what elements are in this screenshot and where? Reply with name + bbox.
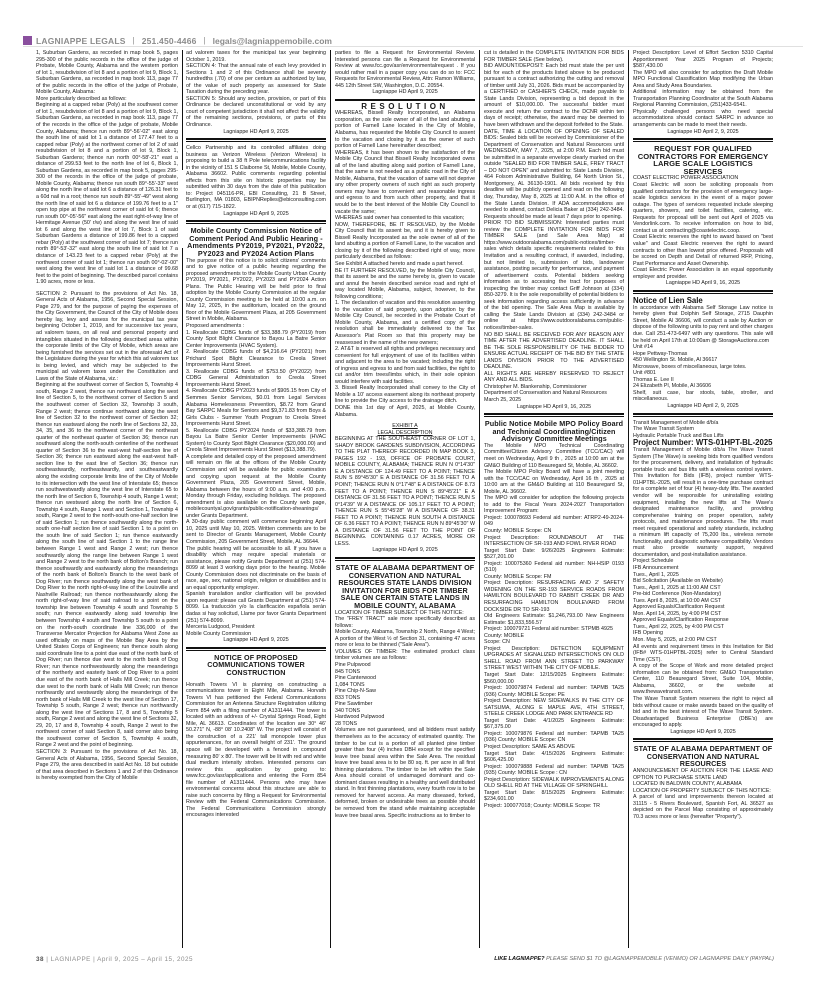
project-line: Target Start Date: 8/15/2025 Engineers Estimate: $234,601.00 <box>484 789 624 803</box>
unit-line: Microwave, boxes of miscellaneous, large totes. <box>633 363 747 370</box>
project-list <box>484 515 624 810</box>
amendment-item: 2. Reallocate CDBG funds of $4,216.64 (PY2021) from Prichard Spot Blight Clearance to Creola Street Improvements Hurst Street. <box>186 349 326 369</box>
resolution-condition: 1. The declaration of vacation and this resolution assenting to the vacation of said property, upon adoption by the Mobile City Council, be recorded in the Probate Court of Mobile County, Alabama, and a certified copy of the resolution shall be immediately delivered to the Tax Assessor's Plat Room so that this property may be reassessed in the name of the new owners; <box>335 300 475 346</box>
phone-number: 251.450-4466 <box>141 35 197 46</box>
notice-text: The Wave Transit System <box>633 426 694 433</box>
project-line: County: MOBILE <box>484 632 525 639</box>
schedule-line: Bid Solicitation (Available on Website) <box>633 578 723 585</box>
project-line: Project: 100079876 Federal aid number: TAPMB TA25 (936) County: MOBILE Scope: CN <box>484 730 624 744</box>
notice-text: LOCATED IN BALDWIN COUNTY, ALABAMA <box>633 781 742 788</box>
amendment-item: 1. Reallocate CDBG funds of $33,388.79 (PY2019) from County Spot Blight Clearance to Bayou La Batre Senior Center Improvements (HVAC System). <box>186 329 326 349</box>
legal-description: BEGINNING AT THE SOUTHEAST CORNER OF LOT 1, SHADY BROOK GARDENS SUBDIVISION, ACCORDING TO THE PLAT THEREOF RECORDED IN MAP BOOK 3, PAGES 192 - 193, OFFICE OF PROBATE COURT, MOBILE COUNTY, ALABAMA; THENCE RUN N 0°14'30" E A DISTANCE OF 124.49 FEET TO A POINT; THENCE RUN S 89°45'30" E A DISTANCE OF 31.56 FEET TO A POINT; THENCE RUN N 0°17'48" E A DISTANCE OF 8.73 FEET TO A POINT; THENCE RUN S 89°45'21" E A DISTANCE OF 31.56 FEET TO A POINT; THENCE RUN S 0°14'39" W A DISTANCE OF 105.17 FEET TO A POINT; THENCE RUN S 55°45'28" W A DISTANCE OF 38.31 FEET TO A POINT; THENCE RUN SOUTH A DISTANCE OF 6.36 FEET TO A POINT; THENCE RUN N 89°45'30" W A DISTANCE OF 31.56 FEET TO THE POINT OF BEGINNING. CONTAINING 0.17 ACRES, MORE OR LESS. <box>335 436 475 547</box>
notice-text: A 30-day public comment will commence beginning April 10, 2025 until May 10, 2025. Written comments are to be sent to Director of Grants Management, Mobile County Commission, 205 Government Street, Mobile, AL 36644. <box>186 519 326 546</box>
notice-text: The Wave Transit System reserves the right to reject all bids without cause or make awards based on the quality of bid and in the best interest of The Wave Transit System. Disadvantaged Business Enterprise (DBE's) are encouraged to apply. <box>633 695 773 729</box>
timber-product: Pine Sawtimber <box>335 701 373 708</box>
resolution-text: WHEREAS, it has been shown to the satisfaction of the Mobile City Council that Bissell Realty Incorporated owns all of the land abutting along said portion of Farnell Lane, that the same is not needed as a public road in the City of Mobile, Alabama, that the vacation of same will not deprive any other property owners of such right as such property owners may have to convenient and reasonable ingress and egress to and from such other property, and that it would be to the best interest of the Mobile City Council to vacate the same; <box>335 149 475 215</box>
resolution-condition: 2. AT&T is reserved all rights and privileges necessary and convenient for full enjoyment of use of its facilities within and adjacent to the area to be vacated; including the right of ingress and egress to and from said facilities, the right to cut and/or trim trees/limbs which, in their sole opinion would interfere with said facilities. <box>335 346 475 385</box>
notice-text: A copy of the Scope of Work and more detailed project information can be obtained from: GM&O Transportation Center, 110 Beauregard Street, Suite 104, Mobile, Alabama, 36602, or the website at www.thewavetransit.com. <box>633 663 773 696</box>
column-divider <box>182 248 183 948</box>
notice-text: Mobile County, Alabama, Township 2 North, Range 4 West; A portion of the West ½ of Section 31, containing 47 acres more or less to be thinned ("Sale Area"). <box>335 629 475 649</box>
ordinance-section-4: SECTION 4: That the annual rate of each levy provided in Sections 1 and 2 of this Ordinance shall be seventy hundredths (.70) of one per centum as authorized by law, of the value of such property as assessed for State Taxation during the preceding year. <box>186 63 326 96</box>
notice-signature: Lagniappe HD April 9, 16, 2025 <box>665 280 741 287</box>
column-divider <box>182 50 183 170</box>
notice-text: Proposed amendments : <box>186 322 245 329</box>
schedule-line: Tues. April 8, 2025, at 10:00 AM CST <box>633 597 722 604</box>
schedule-line: Mon. April 14, 2025, by 4:00 PM CST <box>633 610 722 617</box>
column-3 <box>335 50 475 948</box>
project-line: Project Description: DETECTION EQUIPMENT UPGRADES AT SIGNALIZED INTERSECTIONS ON OLD SHELL ROAD FROM ANN STREET TO PARKWAY STREET WEST WITHIN THE CITY OF MOBILE. <box>484 645 624 672</box>
amendment-item: 3. Reallocate CDBG funds of $753.50 (PY2022) from CDBG General Administration to Creola Street Improvements Hurst Street. <box>186 368 326 388</box>
timber-tons: 845 TONS <box>335 668 361 675</box>
notice-signature: Lagniappe HD April 9, 2025 <box>223 210 289 217</box>
lien-unit-list <box>633 344 773 403</box>
timber-tons: 28 TONS <box>335 720 358 727</box>
schedule-line: Pre-bid Conference (Non-Mandatory) <box>633 591 722 598</box>
notice-text: The "FREY TRACT" sale more specifically described as follows: <box>335 616 475 629</box>
notice-text: LOCATION OF PROPERTY SUBJECT OF THIS NOTICE: <box>633 787 771 794</box>
notice-text: All events and requirement times in this Invitation for Bid (IFB# WTS-01HPTBL-2025) refer to Central Standard Time (CST). <box>633 643 773 663</box>
notice-text: Transit Management of Mobile d/b/a The Wave Transit System (The Wave) is seeking bids from qualified vendors for the procurement, delivery, and installation of hydraulic portable truck and bus lifts with a wireless control system. This Invitation for Bids (IFB), project number WTS-01HPTBL-2025, will result in a one-time purchase contract for a complete set of four (4) heavy-duty lifts. The awarded vendor will be responsible for uninstalling existing equipment, installing the new lifts at The Wave's designated maintenance facility, and providing comprehensive training on proper operation, safety protocols, and maintenance procedures. The lifts must meet required operational and safety standards, including a minimum lift capacity of 75,200 lbs., wireless remote functionality, and diagnostic software compatibility. Vendors must also provide warranty support, required documentation, and post-installation assistance. <box>633 447 773 558</box>
project-line: Project Description: SAME AS ABOVE <box>484 744 575 751</box>
schedule-line: Mon. May 5, 2025, at 2:00 PM CST <box>633 637 717 644</box>
notice-text: Physically challenged persons who need special accommodations should contact SARPC in advance so arrangements can be made to meet their needs. <box>633 108 773 129</box>
resolution-text: WHEREAS said owner has consented to this vacation; <box>335 215 465 222</box>
signatory-org: Mobile County Commission <box>186 630 252 637</box>
notice-text: The purpose of this notice is to solicit citizens' comments and to give notice of a public hearing regarding the proposed amendments to the Mobile County Urban County PY2019, PY2021, PY2022, PY2023 and PY2024 Action Plans. The Public Hearing will be held prior to final adoption by the Mobile County Commission at the regular County Commission meeting to be held at 10:00 a.m. on May 12, 2025, in the auditorium, located on the ground floor of the Mobile Government Plaza, at 205 Government Street in Mobile, Alabama. <box>186 257 326 323</box>
project-line: Project Description: ROUNDABOUT AT THE INTERSECTION OF SR-193 AND FOWL RIVER ROAD <box>484 534 624 548</box>
notice-text: parties to file a Request for Environmental Review. Interested persons can file a Request for Environmental Review at www.fcc.gov/asr/environmentalrequest . If you would rather mail in a paper copy you can do so to: FCC Requests for Environmental Review, Attn: Ramon Williams, 445 12th Street SW, Washington, D.C. 20554. <box>335 50 475 89</box>
signatory-org: Department of Conservation and Natural Resources <box>484 390 607 397</box>
resolution-text: NOW, THEREFORE, BE IT RESOLVED, by the Mobile City Council that its assent be, and it is hereby given to Bissell Realty Incorporated as the sole owner of all of the land abutting a portion of Farnell Lane, to the vacation and closing by it of the following described right of way, more particularly described as follows: <box>335 221 475 261</box>
notice-divider <box>633 738 773 742</box>
signatory: Merceria Ludgood, President <box>186 624 255 631</box>
schedule-line: Approved Equals/Clarification Response <box>633 617 729 624</box>
notice-text: Coast Electric reserves the right to award based on "best value" and Coast Electric reserves the right to award contracts to other than lowest price offered. Proposals will be scored on Depth and Detail of returned RFP, Pricing, Past Performance and Asset Ownership. <box>633 234 773 267</box>
ordinance-text: Beginning at a capped rebar (Poly) at the southwest corner of lot 1, resubdivision of lot 8 and a portion of lot 9, Block 1, Suburban Gardens, as recorded in map book 113, page 77 of the records in the office of the judge of probate, Mobile County, Alabama; thence run north 89°-56'-02" east along the south line of said lot 1 a distance of 177.47 feet to a capped rebar (Poly) at the northwest corner of lot 2 of said resubdivision of lot 8 and a portion of lot 9, Block 1, Suburban Gardens; thence run north 00°-58'-21" east a distance of 299.53 feet to the north line of lot 6, Block 1, Suburban Gardens, as recorded in map book 5, pages 295-300 of the records in the office of the judge of probate, Mobile County, Alabama; thence run south 89°-55'-33" west along the north line of said lot 6 a distance of 126.31 feet to a 60d nail in a root; thence run south 89°-55'-49" west along the north line of said lot 6 a distance of 199.76 feet to a 1" open top pipe at the northwest corner of said lot 6; thence run south 00°-05'-56" east along the east right-of-way line of Hermitage Avenue (50' r/w) and along the west line of said lot 6 and along the west line of lot 7, Block 1 of said Suburban Gardens a distance of 199.86 feet to a capped rebar (Poly) at the southwest corner of said lot 7; thence run north 89°-53'-32" east along the south line of said lot 7 a distance of 143.23 feet to a capped rebar (Poly) at the northwest corner of said lot 1; thence run south 00°-02'-00" west along the west line of said lot 1 a distance of 99.68 feet to the point of beginning. The described parcel contains 1.90 acres, more or less. <box>36 102 178 286</box>
ordinance-text: ad valorem taxes for the municipal tax year beginning October 1, 2019. <box>186 50 326 63</box>
project-line: Scope: CN <box>484 639 510 646</box>
donation-promo <box>494 956 774 962</box>
notice-signature: Lagniappe HD April 9, 2025 <box>223 637 289 644</box>
resolution-text: WHEREAS, Bissell Realty Incorporated, an Alabama corporation, as the sole owner of all of the land abutting a portion of Farnell Lane located in the City of Mobile, Alabama, has requested the Mobile City Council to assent to the vacation and closing by it as the owner of such portion of Farnell Lane hereinafter described; <box>335 110 475 150</box>
unit-line: Unit #801 <box>633 370 656 377</box>
project-line: Project: 100079888 Federal aid number: TAPMB TA25 (935) County: MOBILE Scope : CN <box>484 763 624 777</box>
project-line: County: MOBILE Scope: FM <box>484 573 552 580</box>
timber-tons: 833 TONS <box>335 694 361 701</box>
timber-product: Pine Canterwood <box>335 675 376 682</box>
section-title: LAGNIAPPE LEGALS <box>36 35 126 46</box>
promo-text: PLEASE SEND $1 TO @LAGNIAPPEMOBILE (VENMO) OR LAGNIAPPE DAILY (PAYPAL) <box>544 956 774 962</box>
exhibit-title: EXHIBIT A <box>392 423 418 430</box>
notice-divider <box>633 290 773 294</box>
notice-signature: Lagniappe HD April 9, 16, 2025 <box>516 403 592 410</box>
project-line: Project Description: NEW SIDEWALKS IN THE CITY OF SATSUMA, ALONG E MAPLE AVE, 4TH STREET, STEELE CREEK LODGE AND PARK ENTRANCE RD <box>484 698 624 718</box>
notice-text: A parcel of land and improvements thereon located at 31115 - 5 Rivers Boulevard, Spanish Fort, AL 36527 as depicted on the Parcel Map consisting of approximately 70.3 acres more or less (hereafter "Property"). <box>633 794 773 820</box>
column-5 <box>633 50 773 948</box>
notice-divider <box>335 557 475 561</box>
notice-text: Transit Management of Mobile d/b/a <box>633 419 719 426</box>
timber-product: Pine Chip-N-Saw <box>335 688 376 695</box>
notice-divider <box>484 413 624 417</box>
timber-tons: 340 TONS <box>335 707 361 714</box>
notice-signature: Lagniappe HD April 2, 9, 2025 <box>667 402 739 409</box>
notice-text: COAST ELECTRIC POWER ASSOCIATION <box>633 175 739 182</box>
exhibit-subtitle: LEGAL DESCRIPTION <box>377 429 433 436</box>
notice-text: VOLUMES OF TIMBER: The estimated product class timber volumes are as follows: <box>335 648 475 662</box>
column-divider <box>330 50 331 948</box>
project-line: Project Description: RESURFACING AND 2' SAFETY WIDENING ON THE SR-193 SERVICE ROADS FROM HAMILTON BOULEVARD TO RABBIT CREEK DR AND RESURFACING HAMILTON BOULEVARD FROM DOCKSIDE DR TO SR-193 <box>484 580 624 613</box>
notice-text: Coast Electric will soon be soliciting proposals from qualified contractors for the provision of emergency large-scale logistics services in the event of a major power outage. The types of services requested include sleeping quarters, showers, and toilet facilities, catering, etc. Requests for proposal will be sent out April of 2025 via Vendorlink.com. To receive information on how to bid, contact us at contracting@coastelectric.coop. <box>633 182 773 234</box>
ordinance-text: More particularly described as follows: <box>36 95 127 102</box>
project-line: Project: 100078693 Federal aid number: ATRP2-49-2024-049 <box>484 514 624 528</box>
project-line: Project: 100079721 Federal aid number: STPMB 4925 <box>484 626 613 633</box>
project-line: Project: 100077018; County: MOBILE Scope: TR <box>484 802 601 809</box>
notice-text: PRIOR TO BID SUBMISSION: Interested parties must review the COMPLETE INVITATION FOR BIDS FOR TIMBER SALE (and Sale Area Map) at https://www.outdooralabama.com/public-notices/timber-sales which details specific requirements related to this Invitation and a resulting contract, if awarded, including, but not limited to, submission of bids, landowner assistance, posting security for performance, and payment of advertisement costs. Potential bidders seeking information as to accessing the tract for purposes of inspecting the timber may contact Griff Johnson at (334) 850-3279. It is the sole responsibility of potential bidders to seek information regarding access sufficiently in advance of the bid opening. The Sale Area Map is available by calling the State Lands Division at (334) 242-3484 or online at https://www.outdooralabama.com/public-notices/timber-sales. <box>484 220 624 331</box>
unit-line: 24 Elizabeth Pl, Mobile, Al 36606 <box>633 383 712 390</box>
timber-product: Pine Pulpwood <box>335 661 371 668</box>
schedule-line: IFB Announcement <box>633 565 679 572</box>
verizon-notice: Cellco Partnership and its controlled affiliates doing business as Verizon Wireless (Verizon Wireless) is proposing to build a 38 ft Pole telecommunications facility in the vicinity of 151 S Claiborne St, Mobile, Mobile County, Alabama 36602. Public comments regarding potential effects from this site on historic properties may be submitted within 30 days from the date of this publication to: Project 045116-PR, EBI Consulting, 21 B Street, Burlington, MA 01803, EBIPNReplies@ebiconsulting.com or at (617) 715-1822. <box>186 145 326 211</box>
project-line: Target Start Date: 12/15/2025 Engineers Estimate: $560,000.00 <box>484 672 624 685</box>
column-2 <box>186 50 326 948</box>
column-4 <box>484 50 624 948</box>
notice-heading: Mobile County Commission Notice of Comment Period And Public Hearing - Amendments PY2019, PY2021, PY2022, PY2023 and PY2024 Action Plans <box>187 226 325 258</box>
notice-text: LOCATION OF TIMBER SUBJECT OF THIS NOTICE: <box>335 609 464 616</box>
notice-text: DATE, TIME & LOCATION OF OPENING OF SEALED BIDS: Sealed bids will be received by Commissioner of the Department of Conservation and Natural Resources until WEDNESDAY, MAY 7, 2025, at 2:00 P.M. Each bid must be submitted in a separate envelope clearly marked on the outside "SEALED BID FOR TIMBER SALE, FREY TRACT – DO NOT OPEN" and submitted to: State Lands Division, 464 Folsom Administrative Building, 64 North Union St., Montgomery, AL 36130-1901. All bids received by this deadline will be publicly opened and read on the following day, Thursday, May 8, 2025 at 11:00 A.M. in the office of the State Lands Division. If ADA accommodations are needed to attend, contact Delicia Baker at (334) 242-3484. Requests should be made at least 7 days prior to opening. <box>484 128 624 220</box>
notice-heading: RESOLUTION <box>361 101 449 111</box>
amendment-item: 5. Reallocate CDBG PY2024 funds of $33,388.79 from Bayou La Batre Senior Center Improvements (HVAC System) to County Spot Blight Clearance ($20,000.00) and Creola Street Improvements Hurst Street ($13,388.79). <box>186 427 326 454</box>
separator: | <box>46 956 49 963</box>
notice-text: ANNOUNCEMENT OF AUCTION FOR THE LEASE AND OPTION TO PURCHASE STATE LAND <box>633 768 773 781</box>
notice-text: The MPO will consider for adoption the following projects to add to the Fiscal Years 2024-2027 Transportation Improvement Program: <box>484 495 624 515</box>
tower-notice: Horvath Towers VI is planning on constructing a communications tower in Eight Mile, Alabama. Horvath Towers VI has petitioned the Federal Communications Commission for an Antenna Structure Registration utilizing Form 854 with a filing number of A1311444. The tower is located with an address of +/- Crystal Springs Road, Eight Mile, AL 36613. Coordinates of the location are 30° 46' 50.271" N, -88° 08' 10.2408" W. The project will consist of the construction of a 221' tall monopole tower plus appurtenances, for an overall height of 231'. The ground space will be developed with a fenced in compound measuring 80' x 80'. The tower will be lit with red and white dual medium intensity strobes. Interested persons can review this application by going to: www.fcc.gov/asr/applications and entering the Form 854 file number of A1311444. Persons who may have environmental concerns about this structure are able to raise such concerns by filing a Request for Environmental Review with the Federal Communications Commission. The Federal Communications Commission strongly encourages interested <box>186 681 326 819</box>
unit-line: Unit #14 <box>633 344 653 351</box>
project-line: Target Start Date: 4/15/2026 Engineers Estimate: $606,425.00 <box>484 750 624 764</box>
notice-heading: NOTICE OF PROPOSED COMMUNICATIONS TOWER CONSTRUCTION <box>207 652 305 677</box>
schedule-line: Approved Equals/Clarification Request <box>633 604 725 611</box>
section-marker-icon <box>23 36 32 45</box>
email-link[interactable]: legals@lagniappemobile.com <box>212 35 332 46</box>
notice-text: Coast Electric Power Association is an equal opportunity employer and provider. <box>633 267 773 280</box>
promo-headline: LIKE LAGNIAPPE? <box>494 956 545 962</box>
notice-text: Spanish translation and/or clarification will be provided upon request: please call Grants Department at (251) 574-8099. La traducción y/o la clarificación española serán dadas si hay solicitud, Llame por favor Grants Department (251) 574-8099. <box>186 591 326 624</box>
notice-text: The Mobile MPO Technical Coordinating Committee/Citizen Advisory Committee (TCC/CAC) will meet on Wednesday, April 9 th , 2025 at 10:00 am at the GM&O Building of 110 Beauregard St, Mobile, AL 36602. <box>484 442 624 469</box>
amendment-item: 4. Reallocate CDBG PY2023 funds of $905.15 from City of Semmes Senior Services, $0.01 from Legal Services Alabama Homelessness Prevention, $8.72 from Grand Bay SARPC Meals for Seniors and $9,371.83 from Boys & Girls Clubs - Summer Youth Program to Creola Street Improvements Hurst Street. <box>186 388 326 428</box>
notice-signature: Lagniappe HD April 9, 2025 <box>372 89 438 96</box>
separator: | <box>203 36 206 45</box>
notice-divider <box>186 220 326 224</box>
column-1 <box>36 50 178 948</box>
resolution-condition: 3. Bissell Realty Incorporated shall convey to the City of Mobile a 10' access easement along its northeast property line to provide the City access to the drainage ditch. <box>335 385 475 405</box>
notice-heading: Public Notice Mobile MPO Policy Board and Technical Coordinating/Citizen Advisory Committee Meetings <box>484 419 624 444</box>
schedule-line: Tues., April 1, 2025 at 11:00 AM CST <box>633 584 721 591</box>
schedule-line: Tues., April 22, 2025, by 4:00 PM CST <box>633 623 724 630</box>
timber-volume-list <box>335 662 475 727</box>
notice-text: NO BID SHALL BE RECEIVED FOR ANY REASON ANY TIME AFTER THE ADVERTISED DEADLINE. IT SHALL BE THE SOLE RESPONSIBILITY OF THE BIDDER TO ENSURE ACTUAL RECEIPT OF THE BID BY THE STATE LANDS DIVISION PRIOR TO THE ADVERTISED DEADLINE. <box>484 331 624 371</box>
notice-text: The Mobile MPO Policy Board will have a joint meeting with the TCC/CAC on Wednesday, April 16 th , 2025 at 10:00 am at the GM&O Building at 110 Beauregard St, Mobile, AL 36602. <box>484 469 624 495</box>
separator: | <box>93 956 96 963</box>
project-schedule <box>633 558 773 643</box>
ordinance-boundary: Beginning at the southwest corner of Section 5, Township 4 south, Range 2 west, thence run northward along the west line of Section 5, to the northwest corner of Section 5 and the southwest corner of Section 32, Township 3 south, Range 2 west; thence continue northward along the west line of Section 32 to the northwest corner of Section 32; thence run eastward along the north line of Sections 32, 33, 34, 35, and 36 to the northwest corner of the northeast quarter of the northeast quarter of Section 36; thence run southward along the north-south centerline of the northeast quarter of Section 36 to the east-west half-section line of Section 36; thence run eastward along the east-west half-section line to the east line of Section 36; thence run southeastwardly, northeastwardly, and southeastwardly along the existing corporate limits line of the City of Mobile to its intersection with the west line of Interstate 65; thence run southwestwardly along the west line of Interstate 65 to the north line of Section 6, Township 4 south, Range 1 west; thence run westward along the north line of Section 6, Township 4 south, Range 1 west and Section 1, Township 4 south, Range 2 west to the north-south one-half section line of said Section 1; run thence southwardly along the north-south one-half section line of said Section 1 to a point on the south line of said Section 1; run thence eastwardly along the south line of said Section 1 to the range line between Range 1 west and Range 2 west; run thence southwardly along the range line between Range 1 west and Range 2 west to the north bank of Bolton's Branch; run thence southwardly and eastwardly along the meanderings of the north bank of Bolton's Branch to the west bank of Dog River; run thence southwardly along the west bank of Dog River to the north right-of-way line of the Louisville and Nashville Railroad; run thence northeastwardly along the north right-of-way line of said railroad to a point on the township line between Township 4 south and Township 5 south; run thence eastwardly along said township line between Township 4 south and Township 5 south to a point on the north-south coordinate line 336,000 of the Transverse Mercator Projection for Alabama West Zone as used officially on maps of the Mobile Bay Area by the United States Corps of Engineers; run thence south along said coordinate line to a point due east of the north bank of Dog River; run thence due west to the north bank of Dog River; run thence northwestwardly along the meanderings of the northerly and easterly bank of Dog River to a point due east of the north bank of Halls Mill Creek; run thence due west to the north bank of Halls Mill Creek; run thence northwardly and westwardly along the meanderings of the north bank of Halls Mill Creek to the west line of Section 17, Township 5 south, Range 2 west; thence run northwardly along the west line of Sections 17, 8 and 5, Township 5 south, Range 2 west and along the west line of Sections 32, 29, 20, 17 and 8, Township 4 south, Range 2 west to the northwest corner of said Section 8, said corner also being the southwest corner of Section 5, Township 4 south, Range 2 west and the point of beginning. <box>36 382 178 749</box>
notice-text: The public hearing will be accessible to all. If you have a disability which may require special materials or assistance, please notify Grants Department at (251) 574-8099 at least 3 working days prior to the hearing. Mobile County Commission does not discriminate on the basis of race, age, sex, national origin, religion or disabilities and is an equal opportunity employer. <box>186 545 326 591</box>
notice-signature: Lagniappe HD April 9, 2025 <box>223 128 289 135</box>
project-line: County: MOBILE Scope: CN <box>484 527 552 534</box>
notice-heading: STATE OF ALABAMA DEPARTMENT OF CONSERVATION AND NATURAL RESOURCES <box>633 744 773 769</box>
signatory: Christopher M. Blankenship, Commissioner <box>484 383 587 390</box>
ordinance-text: 1, Suburban Gardens, as recorded in map book 5, pages 295-300 of the public records in the office of the judge of Probate, Mobile County, Alabama and the western portion of lot 1, resubdivision of lot 8 and a portion of lot 9, Block 1, Suburban Gardens, as recorded in map book 113, page 77 of the public records in the office of the judge of Probate, Mobile County, Alabama: <box>36 50 178 96</box>
timber-tons: 1,084 TONS <box>335 681 365 688</box>
schedule-line: IFB Opening <box>633 630 664 637</box>
publication-name: LAGNIAPPE <box>50 956 91 963</box>
notice-text: Project Description: Level of Effort Section 5310 Capital Apportionment Year 2025 Program of Projects; $587,430.00 <box>633 50 773 70</box>
schedule-line: Project Schedule <box>633 558 674 565</box>
project-line: Project Description: SIDEWALK IMPROVEMENTS ALONG OLD SHELL RD AT THE VILLAGE OF SPRINGHILL <box>484 776 624 790</box>
project-line: Old Engineers Estimate: $1,246,793.00 New Engineers Estimate: $1,833,556.57 <box>484 613 624 626</box>
project-line: Project: 100079874 Federal aid number: TAPMB TA25 (936) County: MOBILE Scope: PE <box>484 685 624 698</box>
resolution-text: See Exhibit A attached hereto and made a part hereof. <box>335 260 464 267</box>
notice-text: cut is detailed in the COMPLETE INVITATION FOR BIDS FOR TIMBER SALE (See below). <box>484 50 624 63</box>
resolution-text: BE IT FURTHER RESOLVED, by the Mobile City Council, that its assent be and the same hereby is, given to vacate and annul the herein described service road and right of way located Mobile, Alabama, subject, however, to the following conditions; <box>335 267 475 300</box>
notice-divider <box>335 99 475 101</box>
notice-heading: Notice of Lien Sale <box>633 295 703 305</box>
project-line: Target Start Date: 4/1/2025 Engineers Estimate: $67,375.00 <box>484 717 624 731</box>
page-number: 38 <box>36 956 45 963</box>
project-line: Project: 100075360 Federal aid number: NH-HSIP 0193 (510) <box>484 560 624 574</box>
timber-product: Hardwood Pulpwood <box>335 714 385 721</box>
issue-date-range: April 9, 2025 – April 15, 2025 <box>97 956 194 963</box>
notice-text: In accordance with Alabama Self Storage Law notice is hereby given that Dolphin Self Storage, 2715 Dauphin Street, Mobile Al 36606, will conduct a sale by Auction or dispose of the following units to pay rent and other charges due. Call 251-473-6497 with any questions. This sale will be held on April 17th at 10:00am @ StorageAuctions.com <box>633 304 773 344</box>
notice-heading: Project Number: WTS-01HPT-BL-2025 <box>633 438 773 448</box>
unit-line: Shelf, suit case, bar stools, table, stroller, and miscellaneous. <box>633 389 773 403</box>
notice-text: BID AMOUNT/DEPOSIT: Each bid must state the per unit bid for each of the products listed above to be produced pursuant to a contract authorizing the cutting and removal of timber until July 31, 2026. Bids must be accompanied by a CERTIFIED or CASHIER'S CHECK, made payable to State Lands Division, representing a bid deposit in the amount of $10,000.00. The successful bidder must execute and return the contract to the DCNR within ten days of receipt; otherwise, the award may be deemed to have been withdrawn and the deposit forfeited to the State. <box>484 63 624 129</box>
unit-line: Thomas E. Lee II <box>633 376 674 383</box>
ordinance-section-5: SECTION 5: Should any section, provision, or part of this Ordinance be declared unconstitutional or void by any court of competent jurisdiction it shall not affect the validity of the remaining sections, provisions, or parts of this Ordinance. <box>186 95 326 129</box>
ordinance-section-2: SECTION 2: Pursuant to the provisions of Act No. 18, General Acts of Alabama, 1956, Second Special Session, Page 279, and for the purpose of paying the expenses of the City Government, the Council of the City of Mobile does hereby lay, levy and assess for the municipal tax year beginning October 1, 2019, and for successive tax years, ad valorem taxes, on all real and personal property and intangibles situated in the following described areas within the corporate limits of the City of Mobile, which areas are being furnished the services set out in the aforesaid Act of the Legislature during the year for which this ad valorem tax is being levied, and which may be subjected to the municipal ad valorem taxes under the Constitution and Laws of the State of Alabama, viz.: <box>36 290 178 382</box>
ordinance-section-3: SECTION 3: Pursuant to the provisions of Act No. 18, General Acts of Alabama, 1956, Second Special Session, Page 279, the area described in said Act No. 18 but outside of that area described in Sections 1 and 2 of this Ordinance is hereby exempted from the City of Mobile <box>36 748 178 782</box>
notice-text: A complete and detailed copy of the proposed amendment will remain on file at the offices of the Mobile County Commission and will be available for public examination and copying upon request at the Mobile County Government Plaza, 205 Government Street, Mobile, Alabama between the hours of 9:00 a.m. and 4:00 p.m. Monday through Friday, excluding holidays. The proposed amendment is also available on the County web page, mobilecountyal.gov/grants/public-notification-sheanings/ under Grants Department. <box>186 453 326 519</box>
notice-text: The MPO will also consider for adoption the Draft Mobile MPO Functional Classification Map modifying the Urban Area and Study Area Boundaries. <box>633 69 773 89</box>
separator: | <box>132 36 135 45</box>
page-footer <box>36 956 193 963</box>
notice-date: March 25, 2025 <box>484 396 522 403</box>
column-divider <box>479 50 480 948</box>
project-line: Target Start Date: 9/26/2025 Engineers Estimate: $527,201.00 <box>484 547 624 561</box>
notice-divider <box>186 647 326 651</box>
notice-signature: Lagniappe HD April 2, 9, 2025 <box>667 128 739 135</box>
notice-divider <box>633 138 773 142</box>
notice-text: Volumes are not guaranteed, and all bidders must satisfy themselves as to the accuracy of estimated quantity. The timber to be cut is a portion of all planted pine timber greater than four (4) inches DBH except for the specified leave tree basal area within the Sale Area. The residual leave tree basal area is to be 80 sq. ft. per acre in all first thinning plantations. The timber to be left within the Sale Area should consist of undamaged dominant and co-dominant classes resulting in a healthy and well distributed stand. In first thinning plantations, every fourth row is to be removed for harvest access. As many diseased, forked, deformed, broken or undesirable trees as possible should be removed from the stand while maintaining acceptable leave tree basal area. Specific instructions as to timber to <box>335 727 475 819</box>
notice-signature: Lagniappe HD April 9, 2025 <box>372 547 438 554</box>
unit-line: 450 Wellington St. Mobile, Al 36617 <box>633 357 718 364</box>
notice-divider <box>633 413 773 417</box>
schedule-line: Tues., April 1, 2025 <box>633 571 679 578</box>
resolution-text: DONE this 1st day of April, 2025, at Mobile County, Alabama. <box>335 404 475 418</box>
notice-heading: STATE OF ALABAMA DEPARTMENT OF CONSERVATION AND NATURAL RESOURCES STATE LANDS DIVISION INVITATION FOR BIDS FOR TIMBER SALE ON CERTAIN STATE LANDS IN MOBILE COUNTY, ALABAMA <box>335 563 475 610</box>
notice-text: Additional information may be obtained from the Transportation Planning Coordinator at the South Alabama Regional Planning Commission, (251)433-6541. <box>633 89 773 109</box>
unit-line: Hope Pettway-Thomas <box>633 350 688 357</box>
notice-heading: REQUEST FOR QUALIFED CONTRACTORS FOR EMERGENCY LARGE SCALE LOGISTICS SERVICES <box>637 144 769 176</box>
notice-text: Hydraulic Portable Truck and Bus Lifts <box>633 432 724 439</box>
notice-divider <box>186 138 326 142</box>
notice-signature: Lagniappe HD April 9, 2025 <box>670 728 736 735</box>
column-divider <box>628 50 629 948</box>
notice-text: ALL RIGHTS ARE HEREBY RESERVED TO REJECT ANY AND ALL BIDS. <box>484 370 624 384</box>
page-header <box>23 35 803 47</box>
